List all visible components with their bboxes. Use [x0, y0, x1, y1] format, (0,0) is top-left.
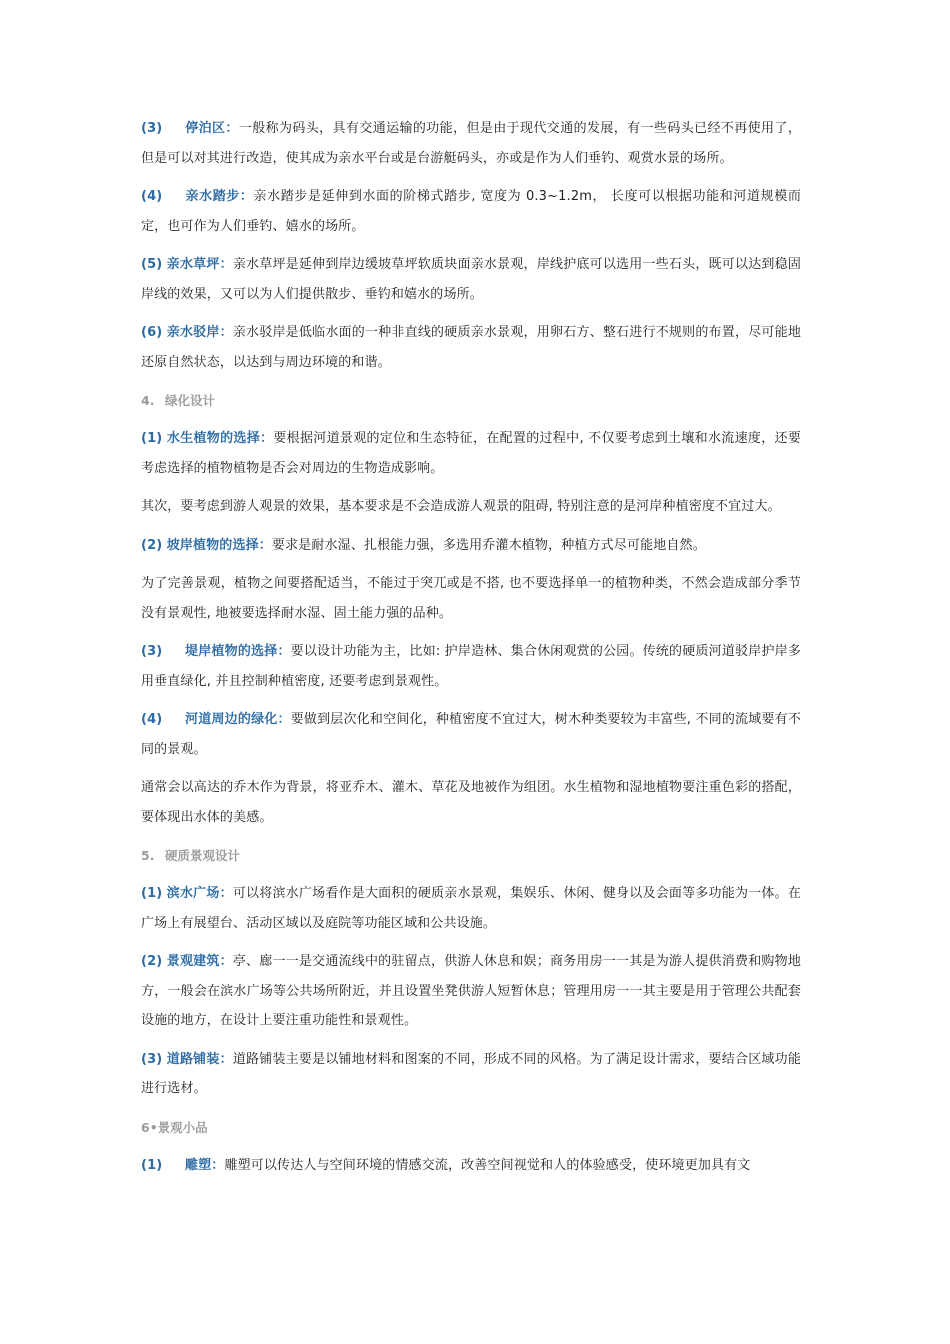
item-keyword: 水生植物的选择： — [166, 431, 274, 446]
item-number: (2) — [141, 537, 163, 553]
item-number: (3) — [141, 644, 163, 659]
paragraph-landscape-buildings — [141, 947, 801, 1036]
section-heading-landscape-features — [141, 1113, 801, 1142]
paragraph-sculpture — [141, 1151, 801, 1181]
paragraph-river-greening — [141, 705, 801, 764]
item-text: 亲水踏步是延伸到水面的阶梯式踏步, 宽度为 0.3~1.2m， 长度可以根据功能和河道规模而定，也可作为人们垂钓、嬉水的场所。 — [141, 189, 801, 234]
item-text: 道路铺装主要是以铺地材料和图案的不同，形成不同的风格。为了满足设计需求，要结合区域功能进行选材。 — [141, 1051, 801, 1096]
heading-title: 硬质景观设计 — [165, 848, 241, 863]
item-number: (4) — [141, 712, 163, 727]
item-text: 亭、廊一一是交通流线中的驻留点，供游人休息和娱；商务用房一一其是为游人提供消费和购物地方，一般会在滨水广场等公共场所附近，并且设置坐凳供游人短暂休息；管理用房一一其主要是用于管理公共配套设施的地方，在设计上要注重功能性和景观性。 — [141, 954, 801, 1028]
item-keyword: 滨水广场： — [166, 886, 233, 901]
item-keyword: 道路铺装： — [166, 1051, 233, 1067]
item-number: (6) — [141, 325, 163, 340]
item-keyword: 亲水草坪： — [166, 257, 233, 272]
paragraph-tree-background — [141, 773, 801, 832]
heading-number: 5. — [141, 848, 155, 863]
item-number: (2) — [141, 954, 163, 969]
item-text: 为了完善景观，植物之间要搭配适当，不能过于突兀或是不搭, 也不要选择单一的植物种类，不然会造成部分季节没有景观性, 地被要选择耐水湿、固土能力强的品种。 — [141, 576, 801, 621]
item-number: (1) — [141, 431, 163, 446]
item-number: (4) — [141, 189, 163, 204]
item-text: 通常会以高达的乔木作为背景，将亚乔木、灌木、草花及地被作为组团。水生植物和湿地植物要注重色彩的搭配，要体现出水体的美感。 — [141, 780, 801, 825]
item-number: (5) — [141, 257, 163, 272]
item-number: (1) — [141, 886, 163, 901]
item-text: 其次，要考虑到游人观景的效果，基本要求是不会造成游人观景的阻碍, 特别注意的是河岸种植密度不宜过大。 — [141, 499, 781, 514]
item-text: 亲水草坪是延伸到岸边缓坡草坪软质块面亲水景观，岸线护底可以选用一些石头，既可以达到稳固岸线的效果，又可以为人们提供散步、垂钓和嬉水的场所。 — [141, 257, 801, 302]
item-keyword: 河道周边的绿化： — [185, 712, 291, 727]
item-text: 要做到层次化和空间化，种植密度不宜过大，树木种类要较为丰富些, 不同的流域要有不同的景观。 — [141, 712, 801, 757]
heading-title: 6•景观小品 — [141, 1119, 208, 1135]
item-text: 要根据河道景观的定位和生态特征，在配置的过程中, 不仅要考虑到土壤和水流速度，还要考虑选择的植物植物是否会对周边的生物造成影响。 — [141, 431, 801, 476]
item-text: 可以将滨水广场看作是大面积的硬质亲水景观，集娱乐、休闲、健身以及会面等多功能为一体。在广场上有展望台、活动区域以及庭院等功能区域和公共设施。 — [141, 886, 801, 931]
item-keyword: 堤岸植物的选择： — [185, 644, 291, 659]
item-text: 亲水驳岸是低临水面的一种非直线的硬质亲水景观，用卵石方、整石进行不规则的布置，尽可能地还原自然状态，以达到与周边环境的和谐。 — [141, 325, 801, 370]
heading-number: 4. — [141, 393, 155, 408]
item-keyword: 亲水踏步： — [185, 189, 254, 204]
item-keyword: 景观建筑： — [166, 954, 233, 969]
document-body — [141, 114, 801, 1189]
paragraph-embankment-plants — [141, 637, 801, 696]
item-keyword: 亲水驳岸： — [166, 325, 233, 340]
paragraph-water-steps — [141, 182, 801, 241]
item-number: (1) — [141, 1157, 163, 1173]
paragraph-water-lawn — [141, 250, 801, 309]
paragraph-berth-area — [141, 114, 801, 173]
paragraph-plant-matching — [141, 569, 801, 628]
section-heading-greening — [141, 386, 801, 415]
item-text: 一般称为码头，具有交通运输的功能，但是由于现代交通的发展，有一些码头已经不再使用了，但是可以对其进行改造，使其成为亲水平台或是台游艇码头，亦或是作为人们垂钓、观赏水景的场所。 — [141, 121, 801, 166]
item-number: (3) — [141, 1051, 163, 1067]
heading-title: 绿化设计 — [165, 393, 216, 408]
item-text: 雕塑可以传达人与空间环境的情感交流，改善空间视觉和人的体验感受，使环境更加具有文 — [224, 1157, 751, 1173]
item-number: (3) — [141, 121, 163, 136]
item-keyword: 坡岸植物的选择： — [166, 537, 272, 553]
paragraph-waterfront-plaza — [141, 879, 801, 938]
section-heading-hardscape — [141, 841, 801, 870]
item-keyword: 停泊区： — [185, 121, 239, 136]
paragraph-slope-plants — [141, 531, 801, 561]
paragraph-water-revetment — [141, 318, 801, 377]
paragraph-viewing-effect — [141, 492, 801, 522]
item-text: 要求是耐水湿、扎根能力强，多选用乔灌木植物，种植方式尽可能地自然。 — [271, 537, 706, 553]
item-text: 要以设计功能为主，比如: 护岸造林、集合休闲观赏的公园。传统的硬质河道驳岸护岸多用垂直绿化, 并且控制种植密度, 还要考虑到景观性。 — [141, 644, 801, 689]
item-keyword: 雕塑： — [185, 1157, 225, 1173]
paragraph-aquatic-plants — [141, 424, 801, 483]
paragraph-road-paving — [141, 1045, 801, 1104]
